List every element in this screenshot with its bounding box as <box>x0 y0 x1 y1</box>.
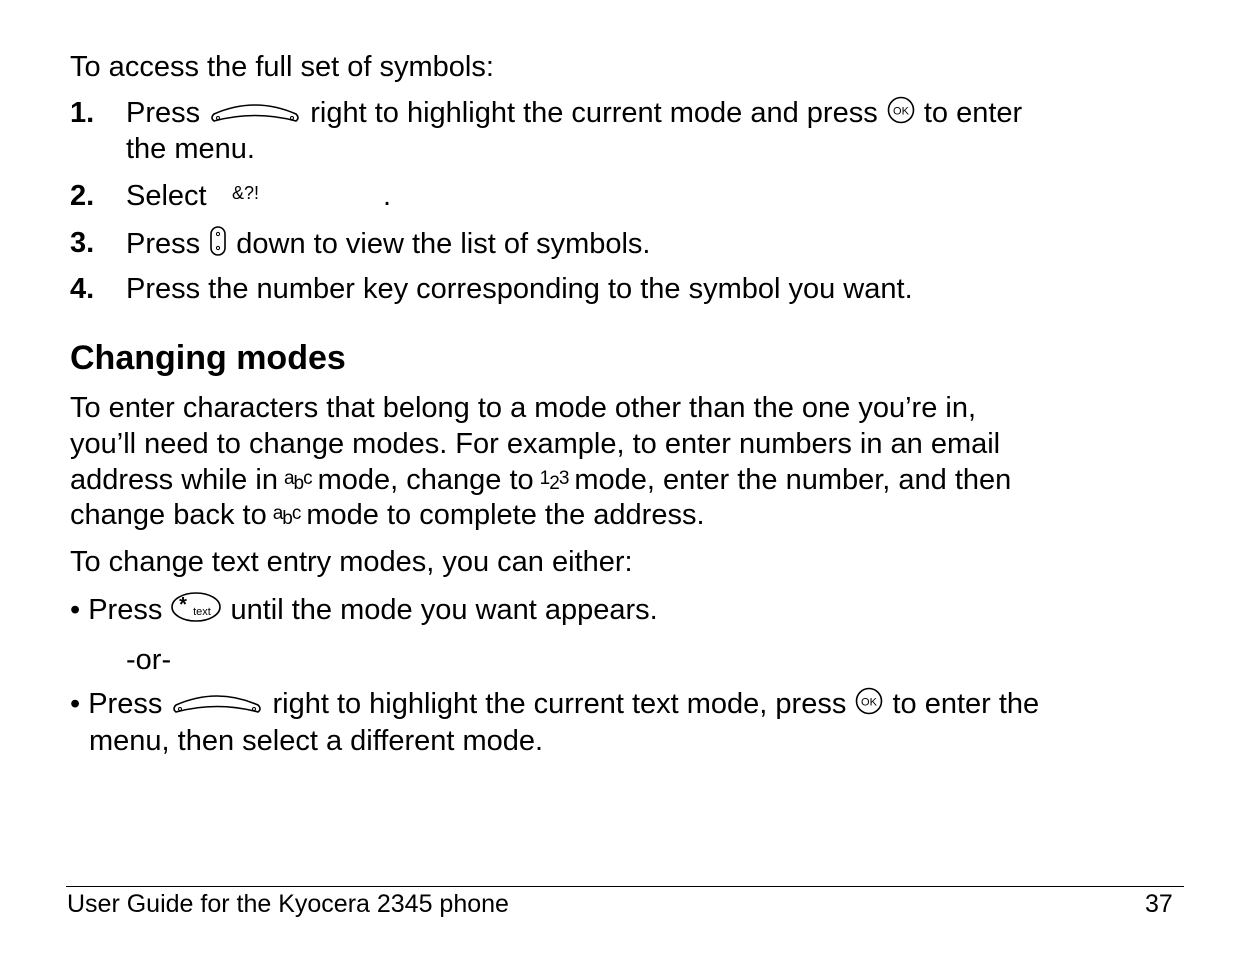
step-1-text-a: Press <box>126 97 201 130</box>
section-heading: Changing modes <box>70 339 346 377</box>
ok-key-icon <box>854 686 884 725</box>
paragraph-1-text-e: mode to complete the address. <box>306 499 705 531</box>
step-1-line-1 <box>126 95 1022 134</box>
ok-key-icon <box>886 95 916 134</box>
ok-key-label: OK <box>892 105 909 118</box>
paragraph-1-text-a: address while in <box>70 464 278 496</box>
abc-mode-icon: abc <box>283 468 312 494</box>
paragraph-1-text-d: change back to <box>70 499 267 531</box>
navigation-key-horizontal-icon <box>208 97 302 133</box>
step-1-text-b: right to highlight the current mode and press <box>310 97 878 130</box>
paragraph-1-text-c: mode, enter the number, and then <box>574 464 1012 496</box>
bullet-2-text-c: to enter the <box>892 688 1040 721</box>
step-4-text: Press the number key corresponding to the symbol you want. <box>126 273 913 305</box>
paragraph-2: To change text entry modes, you can either: <box>70 546 633 578</box>
abc-mode-icon: abc <box>272 503 301 529</box>
paragraph-1-line-1: To enter characters that belong to a mode other than the one you’re in, <box>70 392 977 424</box>
paragraph-1-line-4 <box>70 497 705 537</box>
bullet-1-text-a: • Press <box>70 594 163 627</box>
page-number: 37 <box>1145 890 1173 918</box>
step-3-text-a: Press <box>126 228 201 261</box>
footer-title: User Guide for the Kyocera 2345 phone <box>67 890 509 918</box>
bullet-1 <box>70 591 658 632</box>
text-key-label: text <box>193 606 212 618</box>
ok-key-label: OK <box>861 696 878 709</box>
step-2-text-a: Select <box>126 180 207 212</box>
step-2-end: . <box>383 180 392 212</box>
intro-text: To access the full set of symbols: <box>70 51 494 83</box>
navigation-key-horizontal-icon <box>170 688 264 724</box>
step-2-number: 2. <box>70 180 95 212</box>
footer-rule <box>66 886 1184 887</box>
symbol-mode-icon: &?! <box>232 183 260 203</box>
navigation-key-vertical-icon <box>208 225 228 266</box>
step-3-number: 3. <box>70 227 95 259</box>
step-3-text-b: down to view the list of symbols. <box>236 228 651 261</box>
bullet-2-line-1 <box>70 686 1039 725</box>
step-1-number: 1. <box>70 97 95 129</box>
bullet-2-line-2: menu, then select a different mode. <box>89 725 544 757</box>
text-key-star: * <box>179 594 188 616</box>
step-4-number: 4. <box>70 273 95 305</box>
step-1-text-c: to enter <box>923 97 1023 130</box>
paragraph-1-line-2: you’ll need to change modes. For example, to enter numbers in an email <box>70 428 1001 460</box>
step-3-line <box>126 225 651 266</box>
paragraph-1-text-b: mode, change to <box>317 464 534 496</box>
bullet-2-text-b: right to highlight the current text mode, press <box>272 688 847 721</box>
or-separator: -or- <box>126 644 172 676</box>
bullet-2-text-a: • Press <box>70 688 163 721</box>
text-key-icon <box>170 591 222 632</box>
paragraph-1-line-3 <box>70 462 1011 502</box>
numeric-mode-icon: 123 <box>539 468 569 494</box>
step-1-line-2: the menu. <box>126 133 255 165</box>
bullet-1-text-b: until the mode you want appears. <box>230 594 658 627</box>
